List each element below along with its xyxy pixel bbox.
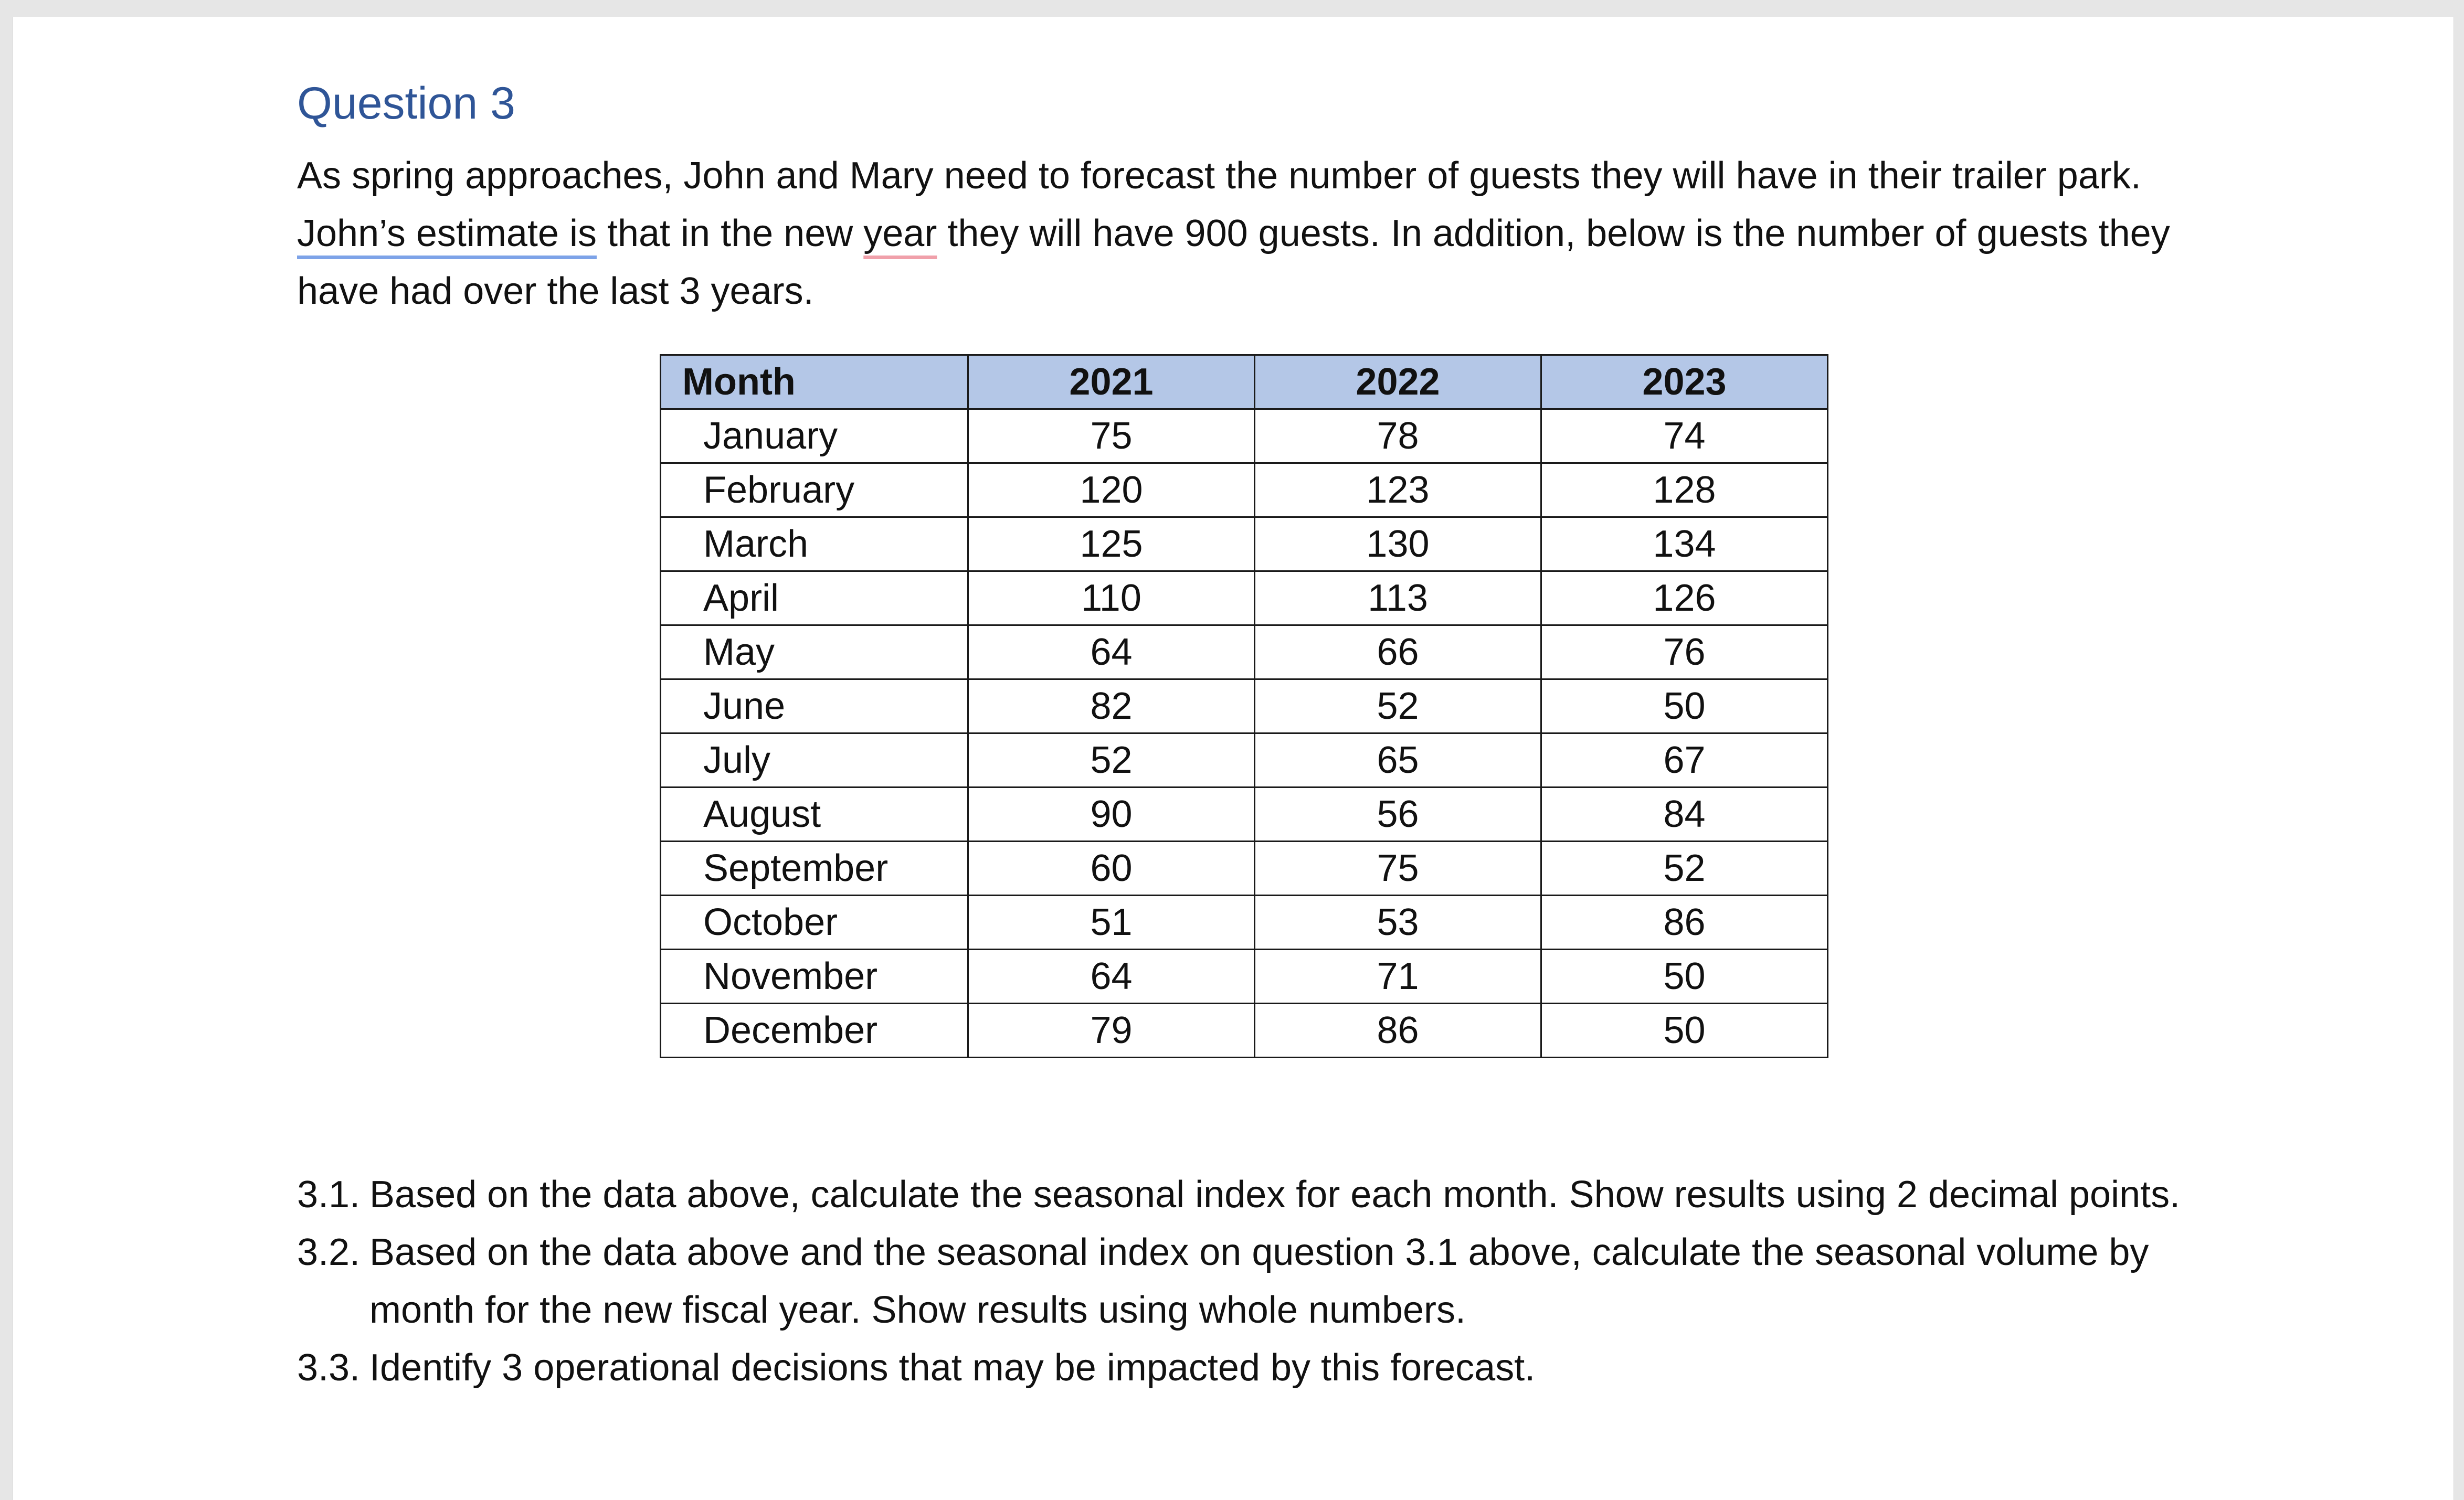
value-cell: 65 (1255, 733, 1541, 788)
value-cell: 60 (968, 842, 1255, 896)
guests-table (660, 354, 1828, 1058)
intro-text-part1: As spring approaches, John and Mary need to forecast the number of guests they will have in their trailer park. (297, 155, 2141, 197)
value-cell: 76 (1541, 625, 1828, 679)
intro-text-part3: they will have 900 guests. In addition, below is the number of guests they have had over the last 3 years. (297, 212, 2170, 312)
value-cell: 90 (968, 788, 1255, 842)
value-cell: 50 (1541, 679, 1828, 733)
table-row (661, 517, 1828, 571)
document-page (13, 17, 2454, 1500)
value-cell: 66 (1255, 625, 1541, 679)
value-cell: 120 (968, 463, 1255, 517)
value-cell: 74 (1541, 409, 1828, 463)
header-2022: 2022 (1255, 355, 1541, 409)
header-2023: 2023 (1541, 355, 1828, 409)
table-row (661, 842, 1828, 896)
value-cell: 130 (1255, 517, 1541, 571)
month-cell: September (661, 842, 968, 896)
month-cell: February (661, 463, 968, 517)
question-number: 3.2. (297, 1231, 361, 1273)
value-cell: 86 (1255, 1004, 1541, 1058)
value-cell: 51 (968, 896, 1255, 950)
month-cell: May (661, 625, 968, 679)
question-text: Based on the data above, calculate the seasonal index for each month. Show results using 2 decimal points. (369, 1174, 2181, 1216)
question-heading: Question 3 (297, 78, 515, 129)
value-cell: 50 (1541, 950, 1828, 1004)
table-row (661, 788, 1828, 842)
table-row (661, 463, 1828, 517)
value-cell: 84 (1541, 788, 1828, 842)
month-cell: June (661, 679, 968, 733)
question-text: Based on the data above and the seasonal index on question 3.1 above, calculate the seasonal volume by month for the new fiscal year. Show results using whole numbers. (369, 1231, 2149, 1331)
value-cell: 113 (1255, 571, 1541, 625)
month-cell: October (661, 896, 968, 950)
value-cell: 64 (968, 625, 1255, 679)
value-cell: 52 (1541, 842, 1828, 896)
value-cell: 50 (1541, 1004, 1828, 1058)
value-cell: 110 (968, 571, 1255, 625)
question-list (297, 1166, 2186, 1397)
question-number: 3.1. (297, 1174, 361, 1216)
question-item (297, 1224, 2186, 1339)
table-row (661, 1004, 1828, 1058)
question-item (297, 1339, 2186, 1397)
month-cell: December (661, 1004, 968, 1058)
value-cell: 123 (1255, 463, 1541, 517)
value-cell: 71 (1255, 950, 1541, 1004)
month-cell: August (661, 788, 968, 842)
month-cell: November (661, 950, 968, 1004)
header-2021: 2021 (968, 355, 1255, 409)
value-cell: 53 (1255, 896, 1541, 950)
value-cell: 75 (968, 409, 1255, 463)
spelling-flagged-word[interactable]: year (863, 212, 937, 254)
value-cell: 79 (968, 1004, 1255, 1058)
grammar-flagged-phrase[interactable]: John’s estimate is (297, 212, 597, 254)
table-row (661, 625, 1828, 679)
value-cell: 126 (1541, 571, 1828, 625)
table-row (661, 409, 1828, 463)
value-cell: 82 (968, 679, 1255, 733)
table-header-row (661, 355, 1828, 409)
intro-text-part2: that in the new (596, 212, 864, 254)
question-number: 3.3. (297, 1347, 361, 1389)
value-cell: 125 (968, 517, 1255, 571)
table-row (661, 679, 1828, 733)
value-cell: 64 (968, 950, 1255, 1004)
month-cell: April (661, 571, 968, 625)
question-text: Identify 3 operational decisions that may be impacted by this forecast. (369, 1347, 1536, 1389)
value-cell: 75 (1255, 842, 1541, 896)
table-row (661, 733, 1828, 788)
table-row (661, 571, 1828, 625)
table-row (661, 896, 1828, 950)
month-cell: March (661, 517, 968, 571)
table-row (661, 950, 1828, 1004)
value-cell: 86 (1541, 896, 1828, 950)
value-cell: 56 (1255, 788, 1541, 842)
value-cell: 52 (1255, 679, 1541, 733)
value-cell: 78 (1255, 409, 1541, 463)
value-cell: 67 (1541, 733, 1828, 788)
month-cell: January (661, 409, 968, 463)
header-month: Month (661, 355, 968, 409)
question-item (297, 1166, 2186, 1224)
month-cell: July (661, 733, 968, 788)
value-cell: 128 (1541, 463, 1828, 517)
value-cell: 134 (1541, 517, 1828, 571)
value-cell: 52 (968, 733, 1255, 788)
intro-paragraph (297, 147, 2239, 320)
